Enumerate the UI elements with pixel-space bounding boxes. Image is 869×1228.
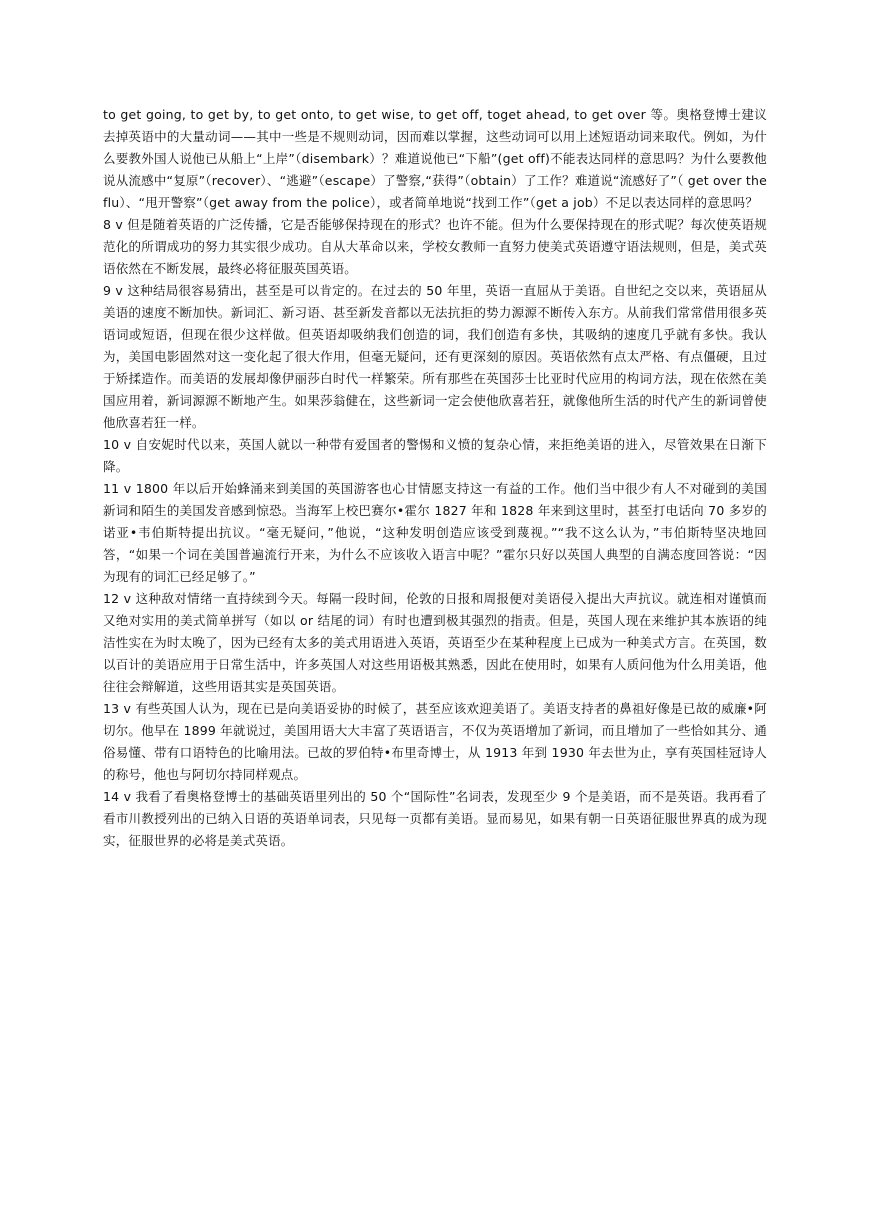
paragraph-11: 11 v 1800 年以后开始蜂涌来到美国的英国游客也心甘情愿支持这一有益的工作。他们当中很少有人不对碰到的美国新词和陌生的美国发音感到惊恐。当海军上校巴赛尔•霍尔 1827 年和 1828 年来到这里时，甚至打电话向 70 多岁的诺亚•韦伯斯特提出抗议。“毫无疑问，”他说，“这种发明创造应该受到蔑视。”“我不这么认为，”韦伯斯特坚决地回答，“如果一个词在美国普遍流行开来，为什么不应该收入语言中呢？”霍尔只好以英国人典型的自满态度回答说：“因为现有的词汇已经足够了。” <box>103 481 767 584</box>
document-body <box>103 104 767 852</box>
paragraph-9: 9 v 这种结局很容易猜出，甚至是可以肯定的。在过去的 50 年里，英语一直屈从于美语。自世纪之交以来，英语屈从美语的速度不断加快。新词汇、新习语、甚至新发音都以无法抗拒的势力源源不断传入东方。从前我们常常借用很多英语词或短语，但现在很少这样做。但英语却吸纳我们创造的词，我们创造有多快，其吸纳的速度几乎就有多快。我认为，美国电影固然对这一变化起了很大作用，但毫无疑问，还有更深刻的原因。英语依然有点太严格、有点僵硬，且过于矫揉造作。而美语的发展却像伊丽莎白时代一样繁荣。所有那些在英国莎士比亚时代应用的构词方法，现在依然在美国应用着，新词源源不断地产生。如果莎翁健在，这些新词一定会使他欣喜若狂，就像他所生活的时代产生的新词曾使他欣喜若狂一样。 <box>103 283 767 430</box>
paragraph-8: 8 v 但是随着英语的广泛传播，它是否能够保持现在的形式？也许不能。但为什么要保持现在的形式呢？每次使英语规范化的所谓成功的努力其实很少成功。自从大革命以来，学校女教师一直努力使美式英语遵守语法规则，但是，美式英语依然在不断发展，最终必将征服英国英语。 <box>103 217 767 276</box>
paragraph-continuation: to get going, to get by, to get onto, to get wise, to get off, toget ahead, to get over 等。奥格登博士建议去掉英语中的大量动词——其中一些是不规则动词，因而难以掌握，这些动词可以用上述短语动词来取代。例如，为什么要教外国人说他已从船上“上岸”（disembark）？难道说他已“下船”(get off)不能表达同样的意思吗？为什么要教他说从流感中“复原”（recover）、“逃避”（escape）了警察,“获得”（obtain）了工作？难道说“流感好了”（ get over the flu）、“甩开警察”（get away from the police），或者简单地说“找到工作”（get a job）不足以表达同样的意思吗？ <box>103 107 767 210</box>
paragraph-13: 13 v 有些英国人认为，现在已是向美语妥协的时候了，甚至应该欢迎美语了。美语支持者的鼻祖好像是已故的威廉•阿切尔。他早在 1899 年就说过，美国用语大大丰富了英语语言，不仅为英语增加了新词，而且增加了一些恰如其分、通俗易懂、带有口语特色的比喻用法。已故的罗伯特•布里奇博士，从 1913 年到 1930 年去世为止，享有英国桂冠诗人的称号，他也与阿切尔持同样观点。 <box>103 701 767 782</box>
paragraph-10: 10 v 自安妮时代以来，英国人就以一种带有爱国者的警惕和义愤的复杂心情，来拒绝美语的进入，尽管效果在日渐下降。 <box>103 437 767 474</box>
paragraph-12: 12 v 这种敌对情绪一直持续到今天。每隔一段时间，伦敦的日报和周报便对美语侵入提出大声抗议。就连相对谨慎而又绝对实用的美式简单拼写（如以 or 结尾的词）有时也遭到极其强烈的指责。但是，英国人现在来维护其本族语的纯洁性实在为时太晚了，因为已经有太多的美式用语进入英语，英语至少在某种程度上已成为一种美式方言。在英国，数以百计的美语应用于日常生活中，许多英国人对这些用语极其熟悉，因此在使用时，如果有人质问他为什么用美语，他往往会辩解道，这些用语其实是英国英语。 <box>103 591 767 694</box>
paragraph-14: 14 v 我看了看奥格登博士的基础英语里列出的 50 个“国际性”名词表，发现至少 9 个是美语，而不是英语。我再看了看市川教授列出的已纳入日语的英语单词表，只见每一页都有美语。显而易见，如果有朝一日英语征服世界真的成为现实，征服世界的必将是美式英语。 <box>103 789 767 848</box>
